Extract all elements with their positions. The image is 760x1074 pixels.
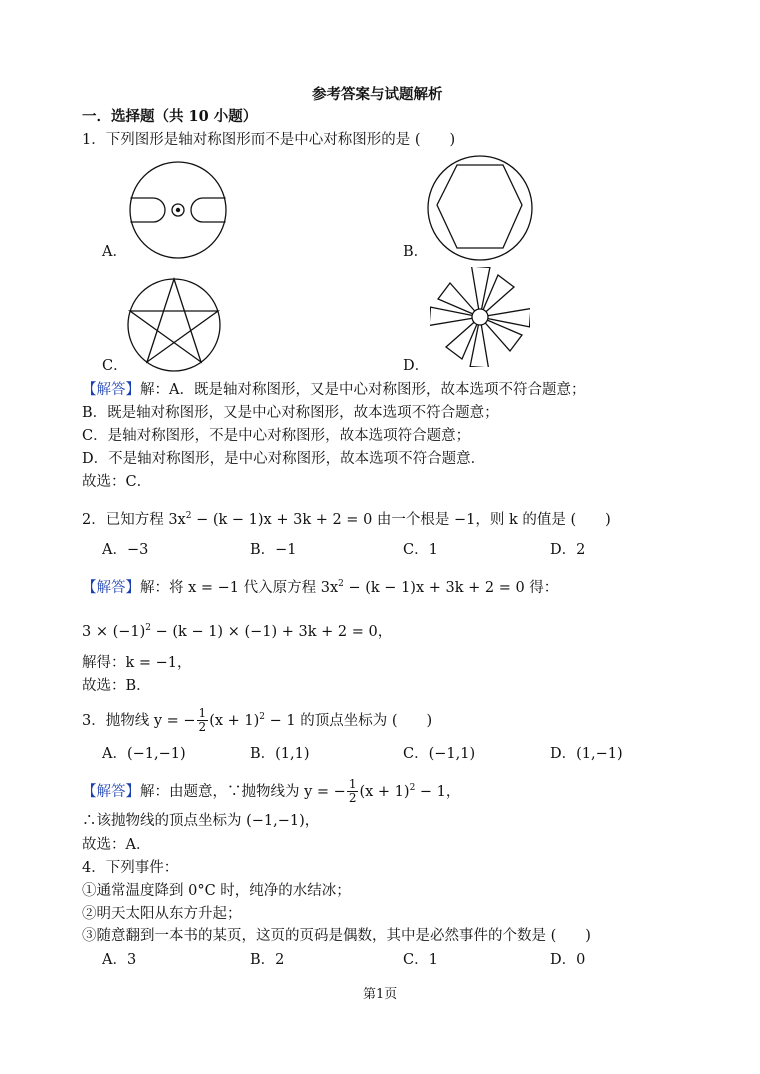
answer-tag: 【解答】 — [82, 783, 140, 800]
q4-option-a: A．3 — [102, 952, 137, 968]
q1-answer-line-3: C．是轴对称图形，不是中心对称图形，故本选项符合题意； — [82, 428, 471, 444]
q2-option-c: C．1 — [403, 542, 438, 558]
exponent: 2 — [338, 579, 344, 589]
q2-option-b: B．−1 — [250, 542, 297, 558]
q4-item-1: ①通常温度降到 0°C 时，纯净的水结冰； — [82, 883, 351, 899]
q3-option-d: D．(1,−1) — [550, 746, 623, 762]
option-c-label: C． — [102, 358, 128, 374]
option-a-label: A． — [102, 244, 127, 260]
q3-option-b: B．(1,1) — [250, 746, 310, 762]
q2-stem-b: − (k − 1)x + 3k + 2 = 0 由一个根是 −1，则 k 的值是 ( ) — [191, 511, 611, 528]
q2-option-a: A．−3 — [102, 542, 149, 558]
q3-choose: 故选：A． — [82, 837, 151, 853]
frac-num: 1 — [198, 706, 207, 721]
q2-stem — [82, 507, 611, 529]
q2-ans-a: 解：将 x = −1 代入原方程 3x — [140, 579, 339, 596]
answer-tag: 【解答】 — [82, 382, 140, 398]
frac-den: 2 — [348, 791, 357, 806]
q3-answer-line-1 — [82, 773, 460, 807]
q3-stem-b: (x + 1) — [209, 712, 260, 729]
q3-option-a: A．(−1,−1) — [102, 746, 186, 762]
q1-answer-line-4: D．不是轴对称图形，是中心对称图形，故本选项不符合题意． — [82, 451, 486, 467]
q4-option-b: B．2 — [250, 952, 285, 968]
q1-answer-line-1 — [82, 381, 585, 399]
figure-b-hexagon-in-circle — [425, 153, 535, 263]
q3-ans-a: 解：由题意，∵抛物线为 y = − — [140, 783, 346, 800]
q2-option-d: D．2 — [550, 542, 586, 558]
figure-c-star-in-circle — [126, 277, 222, 373]
q3-ans-b: (x + 1) — [359, 783, 410, 800]
figure-d-pinwheel — [430, 267, 530, 367]
frac-den: 2 — [198, 720, 207, 735]
q2-eq-a: 3 × (−1) — [82, 623, 146, 640]
q1-stem: 1．下列图形是轴对称图形而不是中心对称图形的是 ( ) — [82, 132, 456, 148]
page-title: 参考答案与试题解析 — [312, 86, 443, 103]
frac-num: 1 — [348, 777, 357, 792]
answer-text: 解：A．既是轴对称图形，又是中心对称图形，故本选项不符合题意； — [140, 382, 586, 398]
exponent: 2 — [259, 712, 266, 722]
q2-eq-b: − (k − 1) × (−1) + 3k + 2 = 0， — [151, 623, 393, 640]
option-b-label: B． — [403, 244, 429, 260]
q3-stem-c: − 1 的顶点坐标为 ( ) — [265, 712, 433, 729]
q3-stem-a: 3．抛物线 y = − — [82, 712, 196, 729]
q2-solve: 解得：k = −1， — [82, 655, 192, 671]
fraction-one-half — [197, 707, 209, 734]
q4-option-c: C．1 — [403, 952, 438, 968]
q2-ans-b: − (k − 1)x + 3k + 2 = 0 得： — [343, 579, 559, 596]
exponent: 2 — [409, 783, 416, 793]
answer-tag: 【解答】 — [82, 579, 140, 596]
q2-choose: 故选：B． — [82, 678, 151, 694]
q2-stem-a: 2．已知方程 3x — [82, 511, 186, 528]
q3-stem — [82, 702, 432, 736]
q3-answer-line-2: ∴该抛物线的顶点坐标为 (−1,−1)， — [82, 813, 320, 829]
exponent: 2 — [145, 623, 152, 633]
q1-choose: 故选：C． — [82, 474, 152, 490]
q2-equation — [82, 619, 392, 641]
q3-ans-c: − 1， — [415, 783, 461, 800]
q1-answer-line-2: B．既是轴对称图形，又是中心对称图形，故本选项不符合题意； — [82, 405, 499, 421]
q4-option-d: D．0 — [550, 952, 586, 968]
q3-option-c: C．(−1,1) — [403, 746, 476, 762]
q4-stem: 4．下列事件： — [82, 860, 179, 876]
section-heading: 一．选择题（共 10 小题） — [82, 108, 258, 125]
option-d-label: D． — [403, 358, 430, 374]
fraction-one-half — [347, 778, 359, 805]
q4-item-2: ②明天太阳从东方升起； — [82, 906, 242, 922]
exponent: 2 — [185, 511, 192, 521]
q2-answer-line-1 — [82, 575, 558, 597]
figure-a-circle-symbol — [128, 160, 228, 260]
q4-item-3: ③随意翻到一本书的某页，这页的页码是偶数，其中是必然事件的个数是 ( ) — [82, 928, 591, 944]
page-footer: 第1页 — [363, 987, 398, 1002]
